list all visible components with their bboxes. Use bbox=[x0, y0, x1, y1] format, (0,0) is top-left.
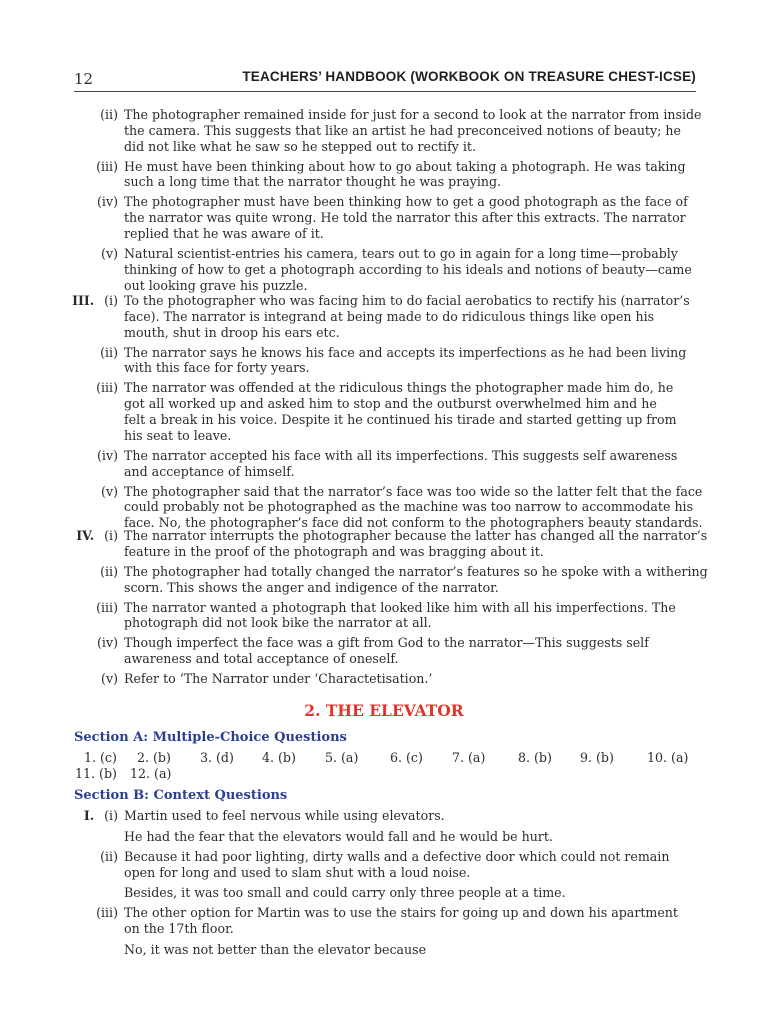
item-text-line: Because it had poor lighting, dirty walls and a defective door which could not remain bbox=[124, 848, 670, 864]
item-label: (ii) bbox=[100, 848, 118, 864]
item-label: (iii) bbox=[96, 905, 118, 921]
item-label: (ii) bbox=[100, 107, 118, 122]
answer-key-entry: 4. (b) bbox=[262, 750, 296, 765]
answer-key-entry: 6. (c) bbox=[390, 750, 423, 765]
answer-key-entry: 9. (b) bbox=[580, 750, 614, 765]
item-text-line: open for long and used to slam shut with a loud noise. bbox=[124, 864, 471, 880]
item-text-line: replied that he was aware of it. bbox=[124, 225, 324, 241]
item-text-line: the narrator was quite wrong. He told the narrator this after this extracts. The narrator bbox=[124, 210, 686, 226]
answer-key-entry: 1. (c) bbox=[84, 750, 117, 765]
item-text-line: He must have been thinking about how to go about taking a photograph. He was taking bbox=[124, 158, 686, 174]
item-text-line: his seat to leave. bbox=[124, 427, 232, 443]
item-text-line: The narrator interrupts the photographer because the latter has changed all the narrator’s bbox=[124, 528, 708, 543]
header-rule bbox=[74, 91, 696, 92]
item-label: (v) bbox=[101, 671, 118, 687]
item-text-line: The narrator says he knows his face and accepts its imperfections as he had been living bbox=[124, 344, 687, 360]
item-label: (iv) bbox=[97, 635, 118, 651]
item-label: (v) bbox=[101, 483, 118, 499]
item-text-line: The photographer must have been thinking how to get a good photograph as the face of bbox=[124, 194, 688, 210]
item-text-line: photograph did not look bike the narrator at all. bbox=[124, 615, 432, 631]
answer-key-entry: 3. (d) bbox=[200, 750, 234, 765]
item-text-line: got all worked up and asked him to stop and the outburst overwhelmed him and he bbox=[124, 396, 657, 412]
item-text-line: The photographer remained inside for just for a second to look at the narrator from inside bbox=[124, 107, 702, 122]
section-b-heading: Section B: Context Questions bbox=[74, 788, 288, 803]
item-text-line: Though imperfect the face was a gift from God to the narrator—This suggests self bbox=[124, 635, 649, 651]
item-text-line: Martin used to feel nervous while using elevators. bbox=[124, 808, 445, 823]
item-text-line: Besides, it was too small and could carry only three people at a time. bbox=[124, 885, 566, 901]
item-text-line: face). The narrator is integrand at being made to do ridiculous things like open his bbox=[124, 308, 655, 324]
item-text-line: thinking of how to get a photograph according to his ideals and notions of beauty—came bbox=[124, 261, 692, 277]
answer-key-entry: 7. (a) bbox=[452, 750, 486, 765]
item-text-line: on the 17th floor. bbox=[124, 921, 234, 937]
item-text-line: The other option for Martin was to use the stairs for going up and down his apartment bbox=[124, 905, 678, 921]
item-text-line: The narrator wanted a photograph that looked like him with all his imperfections. The bbox=[124, 599, 676, 615]
item-label: (iii) bbox=[96, 380, 118, 396]
item-text-line: could probably not be photographed as the machine was too narrow to accommodate his bbox=[124, 499, 694, 515]
item-label: III. (i) bbox=[72, 293, 118, 308]
answer-key-entry: 12. (a) bbox=[130, 766, 172, 781]
chapter-title: 2. THE ELEVATOR bbox=[304, 701, 464, 720]
answer-key-entry: 5. (a) bbox=[325, 750, 359, 765]
item-text-line: To the photographer who was facing him to do facial aerobatics to rectify his (narrator’s bbox=[124, 293, 690, 308]
answer-key-entry: 11. (b) bbox=[75, 766, 117, 781]
item-label: (iii) bbox=[96, 158, 118, 174]
answer-key-entry: 8. (b) bbox=[518, 750, 552, 765]
item-label: IV. (i) bbox=[76, 528, 118, 543]
item-text-line: The narrator accepted his face with all its imperfections. This suggests self awareness bbox=[124, 447, 678, 463]
item-text-line: The narrator was offended at the ridiculous things the photographer made him do, he bbox=[124, 380, 674, 396]
item-text-line: mouth, shut in droop his ears etc. bbox=[124, 324, 340, 340]
answer-key-entry: 2. (b) bbox=[137, 750, 171, 765]
item-label: (v) bbox=[101, 246, 118, 261]
item-text-line: No, it was not better than the elevator because bbox=[124, 942, 427, 957]
page-number: 12 bbox=[74, 70, 94, 88]
item-text-line: face. No, the photographer’s face did not conform to the photographers beauty standards. bbox=[124, 515, 703, 531]
item-text-line: felt a break in his voice. Despite it he continued his tirade and started getting up from bbox=[124, 411, 677, 427]
item-text-line: The photographer had totally changed the narrator’s features so he spoke with a withering bbox=[124, 563, 708, 579]
item-label: (iv) bbox=[97, 194, 118, 210]
item-text-line: feature in the proof of the photograph and was bragging about it. bbox=[124, 543, 544, 559]
item-label: (ii) bbox=[100, 344, 118, 360]
section-a-heading: Section A: Multiple-Choice Questions bbox=[74, 730, 347, 745]
item-text-line: Natural scientist-entries his camera, tears out to go in again for a long time—probably bbox=[124, 246, 678, 261]
item-text-line: scorn. This shows the anger and indigence of the narrator. bbox=[124, 579, 499, 595]
item-text-line: He had the fear that the elevators would fall and he would be hurt. bbox=[124, 828, 553, 844]
item-label: (ii) bbox=[100, 563, 118, 579]
item-text-line: The photographer said that the narrator’s face was too wide so the latter felt that the face bbox=[124, 483, 703, 499]
roman-numeral: I. bbox=[83, 808, 95, 823]
roman-numeral: III. bbox=[72, 293, 95, 308]
item-text-line: awareness and total acceptance of oneself. bbox=[124, 651, 399, 667]
item-label: (iv) bbox=[97, 447, 118, 463]
item-text-line: did not like what he saw so he stepped out to rectify it. bbox=[124, 138, 476, 154]
item-label: (iii) bbox=[96, 599, 118, 615]
item-text-line: the camera. This suggests that like an artist he had preconceived notions of beauty; he bbox=[124, 122, 681, 138]
item-text-line: Refer to ‘The Narrator under ‘Charactetisation.’ bbox=[124, 671, 433, 687]
item-label: I. (i) bbox=[83, 808, 118, 823]
item-text-line: and acceptance of himself. bbox=[124, 463, 295, 479]
item-text-line: out looking grave his puzzle. bbox=[124, 277, 308, 293]
item-text-line: such a long time that the narrator thought he was praying. bbox=[124, 174, 502, 190]
item-text-line: with this face for forty years. bbox=[124, 360, 310, 376]
answer-key-entry: 10. (a) bbox=[647, 750, 689, 765]
roman-numeral: IV. bbox=[76, 528, 95, 543]
running-head: TEACHERS’ HANDBOOK (WORKBOOK ON TREASURE CHEST-ICSE) bbox=[242, 69, 696, 84]
